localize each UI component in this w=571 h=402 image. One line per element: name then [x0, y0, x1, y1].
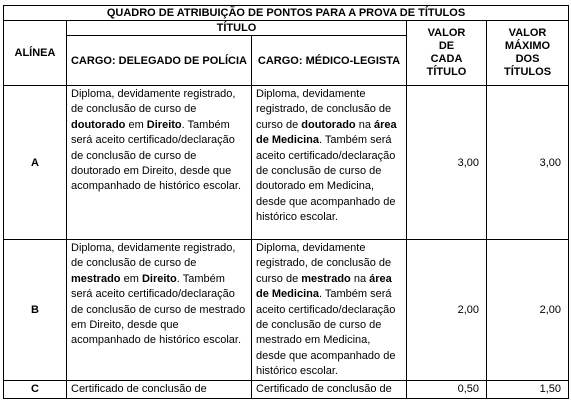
alinea-cell: A [4, 86, 67, 240]
points-table [3, 5, 569, 399]
bold-run: mestrado [71, 272, 121, 285]
header-cargo-medico: CARGO: MÉDICO-LEGISTA [252, 36, 407, 86]
text-run: . Também será aceito certificado/declaração de conclusão de curso de mestrado em Direito, desde que acompanhado de histórico escolar. [71, 272, 246, 347]
bold-run: Direito [141, 272, 177, 285]
text-run: em [120, 272, 142, 285]
valor-maximo-cell: 3,00 [487, 86, 569, 240]
text-run: Certificado de conclusão de [256, 382, 392, 395]
table-row [4, 380, 569, 398]
header-valor-cada-line: CADA [430, 53, 463, 65]
cropped-text-strip [0, 0, 571, 4]
delegado-description [67, 86, 252, 240]
header-alinea: ALÍNEA [4, 21, 67, 86]
header-valor-maximo [487, 21, 569, 86]
header-valor-maximo-line: VALOR [508, 27, 547, 39]
header-valor-maximo-line: MÁXIMO [504, 40, 551, 52]
text-run: Diploma, devidamente registrado, de conclusão de curso de [256, 242, 392, 285]
header-valor-cada [407, 21, 487, 86]
bold-run: doutorado [71, 118, 126, 131]
valor-cada-cell: 2,00 [407, 240, 487, 381]
alinea-cell: C [4, 380, 67, 398]
valor-maximo-cell: 1,50 [487, 380, 569, 398]
header-titulo: TÍTULO [67, 21, 407, 36]
header-valor-maximo-line: TÍTULOS [503, 66, 552, 78]
header-cargo-delegado: CARGO: DELEGADO DE POLÍCIA [67, 36, 252, 86]
text-run: Diploma, devidamente registrado, de conclusão de curso de [71, 242, 236, 270]
medico-description [252, 240, 407, 381]
text-run: na [350, 272, 370, 285]
header-row-titulo [4, 21, 569, 36]
text-run: . Também será aceito certificado/declaração de conclusão de curso de doutorado em Direito, desde que acompanhado de histórico escolar. [71, 118, 241, 193]
medico-description [252, 380, 407, 398]
text-run: Diploma, devidamente registrado, de conclusão de curso de [71, 88, 236, 116]
alinea-cell: B [4, 240, 67, 381]
bold-run: área de Medicina [256, 272, 392, 301]
text-run: Certificado de conclusão de [71, 382, 207, 395]
text-run: na [355, 118, 374, 131]
text-run: Diploma, devidamente registrado, de conclusão de curso de [256, 88, 392, 131]
valor-cada-cell: 3,00 [407, 86, 487, 240]
delegado-description [67, 380, 252, 398]
delegado-description [67, 240, 252, 381]
text-run: . Também será aceito certificado/declaração de conclusão de curso de doutorado em Medicina, desde que acompanhado de histórico escolar. [256, 134, 396, 224]
bold-run: doutorado [301, 118, 356, 131]
text-run: . Também será aceito certificado/declaração de conclusão de curso de mestrado em Medicina, desde que acompanhado de histórico escolar. [256, 288, 396, 378]
header-valor-cada-line: DE [438, 40, 455, 52]
header-valor-cada-line: TÍTULO [426, 66, 467, 78]
table-row [4, 86, 569, 240]
medico-description [252, 86, 407, 240]
header-valor-maximo-line: DOS [515, 53, 540, 65]
bold-run: mestrado [301, 272, 351, 285]
table-title: QUADRO DE ATRIBUIÇÃO DE PONTOS PARA A PROVA DE TÍTULOS [4, 6, 569, 21]
table-title-row [4, 6, 569, 21]
valor-cada-cell: 0,50 [407, 380, 487, 398]
text-run: em [125, 118, 147, 131]
bold-run: área de Medicina [256, 118, 397, 147]
table-row [4, 240, 569, 381]
bold-run: Direito [146, 118, 182, 131]
valor-maximo-cell: 2,00 [487, 240, 569, 381]
header-valor-cada-line: VALOR [427, 27, 466, 39]
